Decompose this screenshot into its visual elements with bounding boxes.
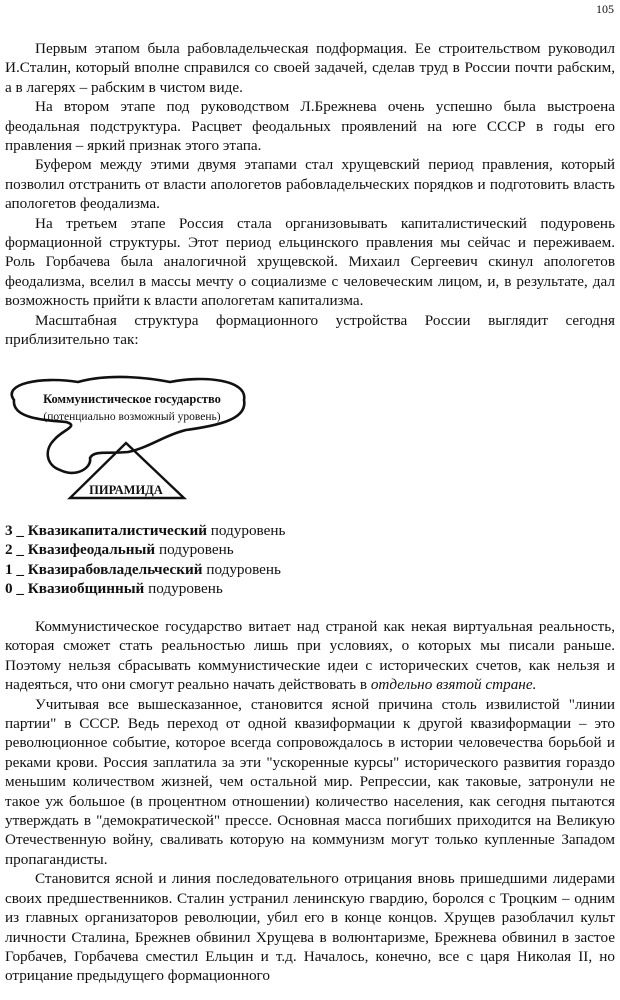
paragraph-yeltsin: На третьем этапе Россия стала организовывать капиталистический подуровень формационной структуры. Этот период ельцинского правления мы сейчас и переживаем. Роль Горбачева была аналогичной хрущевской. Михаил Сергеевич скинул апологетов феодализма, вселил в массы мечту о социализме с человеческим лицом, и, в результате, дал возможность прийти к власти апологетам капитализма.: [5, 214, 615, 310]
levels-list: [5, 521, 285, 599]
paragraph-communism-italic: отдельно взятой стране.: [370, 676, 537, 694]
cloud-subtitle: (потенциально возможный уровень): [43, 411, 221, 423]
level-0: [5, 579, 285, 598]
level-prefix: 3 _: [5, 522, 28, 539]
text-block-bottom: [5, 617, 615, 986]
paragraph-brezhnev: На втором этапе под руководством Л.Брежнева очень успешно была выстроена феодальная подструктура. Расцвет феодальных проявлений на юге СССР в годы его правления – яркий признак этого этапа.: [5, 98, 615, 155]
level-prefix: 0 _: [5, 580, 28, 598]
cloud-title: Коммунистическое государство: [43, 392, 221, 406]
level-prefix: 1 _: [5, 560, 28, 578]
level-suffix: подуровень: [206, 522, 286, 539]
paragraph-party-line: Учитывая все вышесказанное, становится ясной причина столь извилистой "линии партии" в СССР. Ведь переход от одной квазиформации к другой квазиформации – это революционное событие, которое всегда сопровождалось в истории человечества борьбой и реками крови. Россия заплатила за эти "ускоренные курсы" исторического развития гораздо меньшим количеством жизней, чем остальной мир. Репрессии, как таковые, затронули не такое уж большое (в процентном отношении) количество населения, как сегодня пытаются утверждать в "демократической" прессе. Основная масса погибших приходится на Великую Отечественную войну, сваливать которую на коммунизм могут только купленные Западом пропагандисты.: [5, 695, 615, 868]
page-number: 105: [596, 2, 614, 16]
level-suffix: подуровень: [144, 580, 223, 598]
level-name: Квазифеодальный: [27, 541, 156, 559]
structure-diagram: [0, 370, 250, 510]
paragraph-communism-main: Коммунистическое государство витает над страной как некая виртуальная реальность, которая сможет стать реальностью лишь при условиях, о которых мы писали раньше. Поэтому нельзя сбрасывать коммунистические идеи с исторических счетов, как нельзя и надеяться, что они смогут реально начать действовать в: [5, 618, 615, 694]
text-block-top: [5, 39, 615, 350]
level-name: Квазикапиталистический: [27, 522, 207, 539]
paragraph-communism: [5, 617, 615, 695]
pyramid-label: ПИРАМИДА: [89, 483, 163, 497]
paragraph-stalin: Первым этапом была рабовладельческая подформация. Ее строительством руководил И.Сталин, который вполне справился со своей задачей, сделав труд в России почти рабским, а в лагерях – рабским в чистом виде.: [5, 40, 615, 96]
paragraph-leaders: Становится ясной и линия последовательного отрицания вновь пришедшими лидерами своих предшественников. Сталин устранил ленинскую гвардию, боролся с Троцким – одним из главных организаторов революции, убил его в конце концов. Хрущев разоблачил культ личности Сталина, Брежнев обвинил Хрущева в волюнтаризме, Брежнева обвинил в застое Горбачев, Горбачева сместил Ельцин и т.д. Началось, конечно, все с царя Николая II, но отрицание предыдущего формационного: [5, 870, 615, 985]
level-suffix: подуровень: [202, 560, 281, 578]
level-2: [5, 540, 285, 559]
level-suffix: подуровень: [155, 541, 234, 559]
level-1: [5, 560, 285, 579]
level-prefix: 2 _: [5, 541, 28, 559]
paragraph-structure-intro: Масштабная структура формационного устройства России выглядит сегодня приблизительно так:: [5, 311, 615, 349]
paragraph-khrushchev: Буфером между этими двумя этапами стал хрущевский период правления, который позволил отстранить от власти апологетов рабовладельческих порядков и подготовить власть апологетов феодализма.: [5, 156, 615, 213]
level-name: Квазиобщинный: [27, 580, 145, 598]
level-3: [5, 521, 285, 540]
level-name: Квазирабовладельческий: [27, 560, 203, 578]
